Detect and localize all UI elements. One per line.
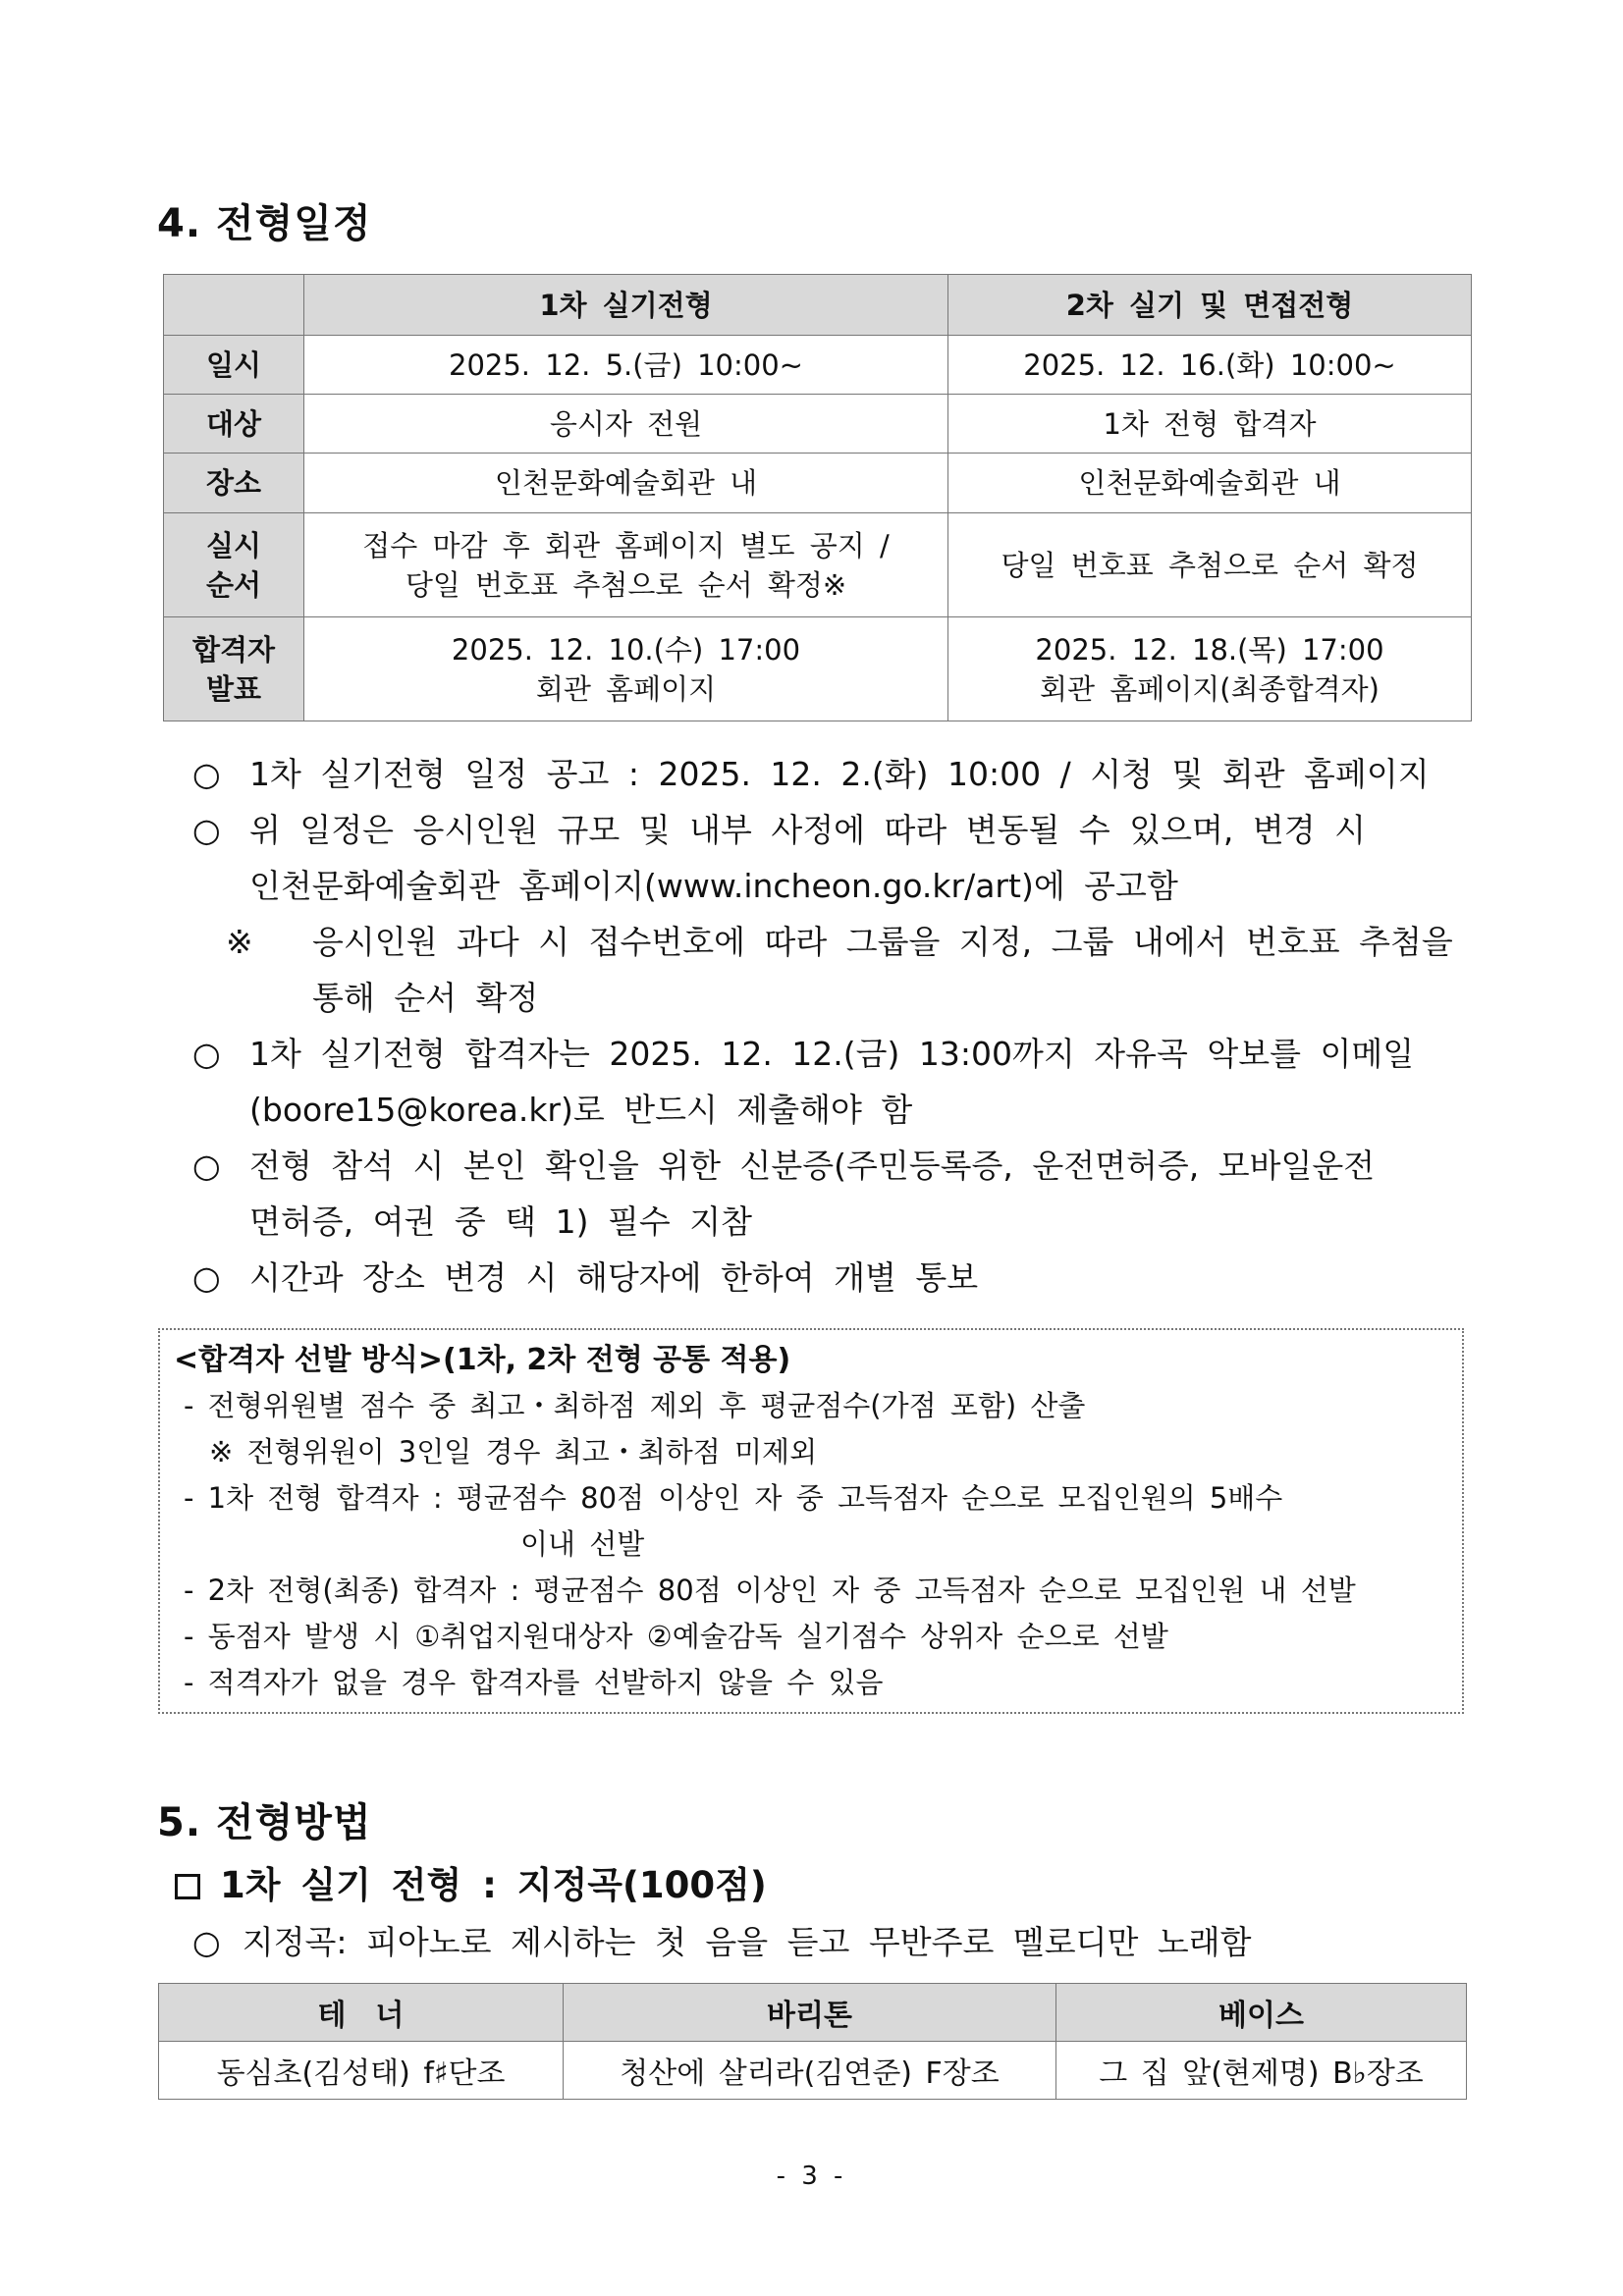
cell-round2: 인천문화예술회관 내 bbox=[948, 454, 1472, 513]
song-bass: 그 집 앞(현제명) B♭장조 bbox=[1056, 2042, 1467, 2100]
song-baritone: 청산에 살리라(김연준) F장조 bbox=[564, 2042, 1056, 2100]
checkbox-square-icon bbox=[175, 1874, 200, 1899]
list-item-line: 면허증, 여권 중 택 1) 필수 지참 bbox=[249, 1202, 752, 1241]
songs-header-baritone: 바리톤 bbox=[564, 1984, 1056, 2042]
schedule-notes-list bbox=[192, 746, 1488, 1306]
schedule-header-blank bbox=[164, 275, 304, 336]
schedule-row-order bbox=[164, 513, 1472, 617]
selection-line: - 적격자가 없을 경우 합격자를 선발하지 않을 수 있음 bbox=[184, 1666, 884, 1699]
schedule-table bbox=[163, 274, 1472, 721]
selection-method-title: <합격자 선발 방식>(1차, 2차 전형 공통 적용) bbox=[174, 1343, 791, 1377]
schedule-header-row bbox=[164, 275, 1472, 336]
designated-songs-table bbox=[158, 1983, 1467, 2100]
cell-line: 접수 마감 후 회관 홈페이지 별도 공지 / bbox=[362, 528, 890, 562]
list-item-line: 인천문화예술회관 홈페이지(www.incheon.go.kr/art)에 공고함 bbox=[249, 867, 1178, 905]
cell-round2: 당일 번호표 추첨으로 순서 확정 bbox=[948, 513, 1472, 617]
row-label: 장소 bbox=[164, 454, 304, 513]
reference-mark-icon: ※ bbox=[226, 923, 253, 961]
cell-line: 2025. 12. 10.(수) 17:00 bbox=[451, 632, 801, 667]
section-4-title: 4. 전형일정 bbox=[157, 201, 372, 246]
song-tenor: 동심초(김성태) f♯단조 bbox=[159, 2042, 564, 2100]
selection-line: - 동점자 발생 시 ①취업지원대상자 ②예술감독 실기점수 상위자 순으로 선발 bbox=[184, 1620, 1168, 1653]
cell-round2 bbox=[948, 617, 1472, 721]
cell-round1 bbox=[304, 617, 948, 721]
page-number: - 3 - bbox=[776, 2162, 847, 2191]
cell-round1: 인천문화예술회관 내 bbox=[304, 454, 948, 513]
list-item-line: 통해 순서 확정 bbox=[312, 979, 539, 1017]
subsection-heading-text: 1차 실기 전형 : 지정곡(100점) bbox=[220, 1864, 767, 1906]
schedule-row-datetime bbox=[164, 336, 1472, 395]
list-item-line: 전형 참석 시 본인 확인을 위한 신분증(주민등록증, 운전면허증, 모바일운전 bbox=[249, 1147, 1376, 1185]
circle-bullet-icon: ○ bbox=[192, 1258, 221, 1297]
cell-round2: 1차 전형 합격자 bbox=[948, 395, 1472, 454]
list-item-line: (boore15@korea.kr)로 반드시 제출해야 함 bbox=[249, 1091, 913, 1129]
list-item bbox=[192, 1250, 1488, 1306]
selection-line: - 전형위원별 점수 중 최고・최하점 제외 후 평균점수(가점 포함) 산출 bbox=[184, 1389, 1086, 1422]
cell-line: 당일 번호표 추첨으로 순서 확정※ bbox=[405, 567, 847, 602]
songs-row bbox=[159, 2042, 1467, 2100]
list-item-line: 위 일정은 응시인원 규모 및 내부 사정에 따라 변동될 수 있으며, 변경 시 bbox=[249, 811, 1366, 849]
selection-line: - 1차 전형 합격자 : 평균점수 80점 이상인 자 중 고득점자 순으로 모집인원의 5배수 bbox=[184, 1481, 1283, 1515]
circle-bullet-icon: ○ bbox=[192, 811, 221, 849]
schedule-row-venue bbox=[164, 454, 1472, 513]
row-label-line: 합격자 bbox=[191, 632, 276, 667]
list-item-note bbox=[226, 914, 1488, 1026]
circle-bullet-icon: ○ bbox=[192, 1147, 221, 1185]
cell-round1: 2025. 12. 5.(금) 10:00~ bbox=[304, 336, 948, 395]
schedule-header-round1: 1차 실기전형 bbox=[304, 275, 948, 336]
list-item-line: 응시인원 과다 시 접수번호에 따라 그룹을 지정, 그룹 내에서 번호표 추첨을 bbox=[312, 923, 1453, 961]
cell-line: 회관 홈페이지(최종합격자) bbox=[1039, 671, 1380, 706]
songs-header-row bbox=[159, 1984, 1467, 2042]
songs-header-tenor: 테 너 bbox=[159, 1984, 564, 2042]
row-label-line: 순서 bbox=[205, 567, 262, 602]
cell-round1 bbox=[304, 513, 948, 617]
list-item bbox=[192, 1026, 1488, 1138]
subsection-heading bbox=[175, 1855, 767, 1908]
list-item-line: 지정곡: 피아노로 제시하는 첫 음을 듣고 무반주로 멜로디만 노래함 bbox=[242, 1923, 1252, 1961]
section-5-title: 5. 전형방법 bbox=[157, 1800, 372, 1845]
list-item bbox=[192, 746, 1488, 802]
cell-round1: 응시자 전원 bbox=[304, 395, 948, 454]
cell-line: 2025. 12. 18.(목) 17:00 bbox=[1035, 632, 1384, 667]
row-label-line: 실시 bbox=[205, 528, 262, 562]
schedule-row-target bbox=[164, 395, 1472, 454]
list-item-line: 1차 실기전형 합격자는 2025. 12. 12.(금) 13:00까지 자유곡 악보를 이메일 bbox=[249, 1035, 1415, 1073]
list-item-line: 1차 실기전형 일정 공고 : 2025. 12. 2.(화) 10:00 / 시청 및 회관 홈페이지 bbox=[249, 755, 1430, 793]
cell-round2: 2025. 12. 16.(화) 10:00~ bbox=[948, 336, 1472, 395]
songs-header-bass: 베이스 bbox=[1056, 1984, 1467, 2042]
selection-line: - 2차 전형(최종) 합격자 : 평균점수 80점 이상인 자 중 고득점자 순으로 모집인원 내 선발 bbox=[184, 1574, 1356, 1607]
row-label: 일시 bbox=[164, 336, 304, 395]
circle-bullet-icon: ○ bbox=[192, 755, 221, 793]
row-label bbox=[164, 617, 304, 721]
selection-line: 이내 선발 bbox=[520, 1527, 645, 1561]
row-label-line: 발표 bbox=[205, 671, 262, 706]
list-item bbox=[192, 1138, 1488, 1250]
list-item bbox=[192, 802, 1488, 914]
list-item bbox=[192, 1914, 1252, 1970]
cell-line: 회관 홈페이지 bbox=[535, 671, 717, 706]
circle-bullet-icon: ○ bbox=[192, 1035, 221, 1073]
row-label bbox=[164, 513, 304, 617]
row-label: 대상 bbox=[164, 395, 304, 454]
schedule-row-announcement bbox=[164, 617, 1472, 721]
selection-method-box bbox=[158, 1328, 1464, 1714]
selection-line: ※ 전형위원이 3인일 경우 최고・최하점 미제외 bbox=[209, 1435, 818, 1468]
list-item-line: 시간과 장소 변경 시 해당자에 한하여 개별 통보 bbox=[249, 1258, 979, 1297]
schedule-header-round2: 2차 실기 및 면접전형 bbox=[948, 275, 1472, 336]
circle-bullet-icon: ○ bbox=[192, 1923, 221, 1961]
